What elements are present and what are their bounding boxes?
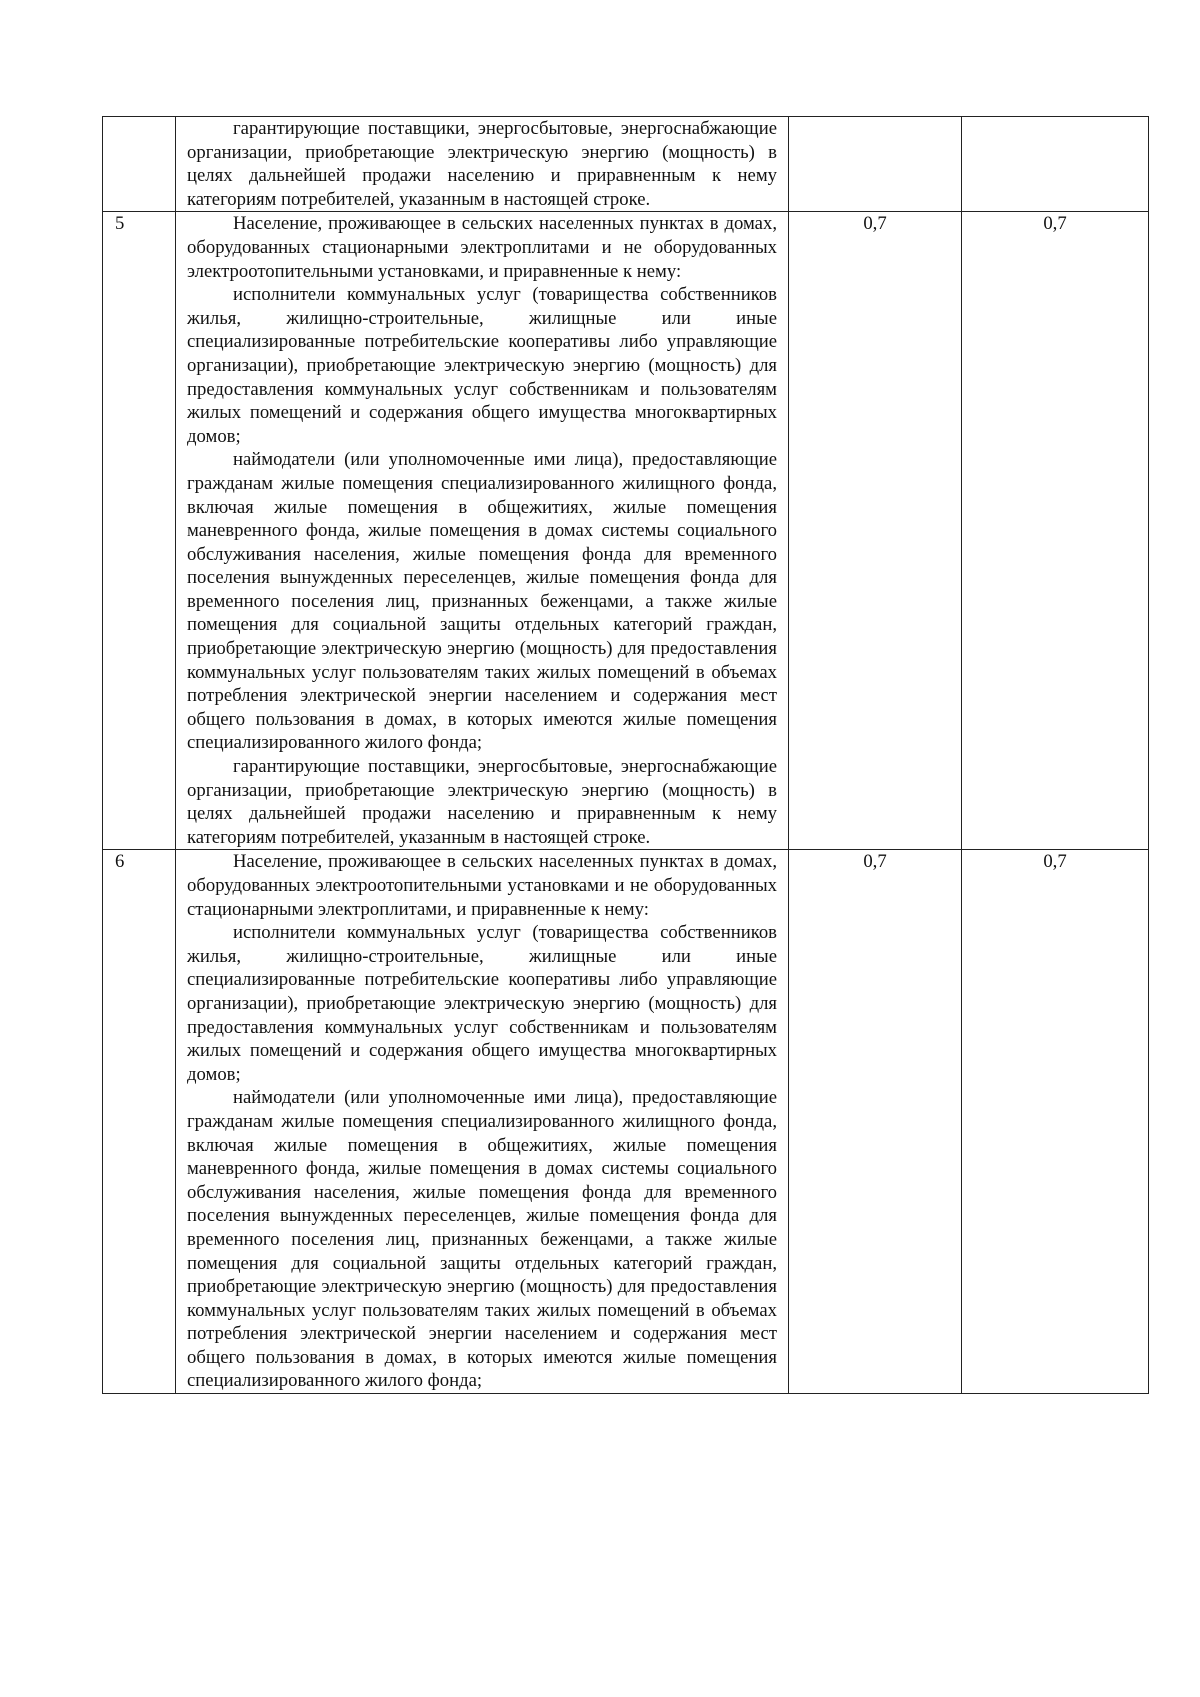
paragraph: гарантирующие поставщики, энергосбытовые, энергоснабжающие организации, приобретающие электрическую энергию (мощность) в целях дальнейшей продажи населению и приравненным к нему категориям потребителей, указанным в настоящей строке. (187, 118, 777, 210)
paragraph: Население, проживающее в сельских населенных пунктах в домах, оборудованных стационарными электроплитами и не оборудованных электроотопительными установками, и приравненные к нему: (187, 213, 777, 282)
value-cell (962, 850, 1149, 1394)
description-cell (176, 850, 789, 1394)
paragraph: Население, проживающее в сельских населенных пунктах в домах, оборудованных электроотопительными установками и не оборудованных стационарными электроплитами, и приравненные к нему: (187, 851, 777, 920)
paragraph: исполнители коммунальных услуг (товарищества собственников жилья, жилищно-строительные, жилищные или иные специализированные потребительские кооперативы либо управляющие организации), приобретающие электрическую энергию (мощность) для предоставления коммунальных услуг собственникам и пользователям жилых помещений и содержания общего имущества многоквартирных домов; (187, 284, 777, 447)
row-number-cell (103, 212, 176, 850)
row-number: 5 (115, 213, 125, 235)
value-cell (789, 117, 962, 212)
paragraph: гарантирующие поставщики, энергосбытовые, энергоснабжающие организации, приобретающие электрическую энергию (мощность) в целях дальнейшей продажи населению и приравненным к нему категориям потребителей, указанным в настоящей строке. (187, 756, 777, 848)
value-cell (962, 212, 1149, 850)
paragraph: исполнители коммунальных услуг (товарищества собственников жилья, жилищно-строительные, жилищные или иные специализированные потребительские кооперативы либо управляющие организации), приобретающие электрическую энергию (мощность) для предоставления коммунальных услуг собственникам и пользователям жилых помещений и содержания общего имущества многоквартирных домов; (187, 922, 777, 1085)
value-cell (962, 117, 1149, 212)
paragraph: наймодатели (или уполномоченные ими лица), предоставляющие гражданам жилые помещения специализированного жилищного фонда, включая жилые помещения в общежитиях, жилые помещения маневренного фонда, жилые помещения в домах системы социального обслуживания населения, жилые помещения фонда для временного поселения вынужденных переселенцев, жилые помещения фонда для временного поселения лиц, признанных беженцами, а также жилые помещения для социальной защиты отдельных категорий граждан, приобретающие электрическую энергию (мощность) для предоставления коммунальных услуг пользователям таких жилых помещений в объемах потребления электрической энергии населением и содержания мест общего пользования в домах, в которых имеются жилые помещения специализированного жилого фонда; (187, 449, 777, 754)
value-2: 0,7 (1043, 213, 1067, 235)
value-cell (789, 850, 962, 1394)
row-number: 6 (115, 851, 125, 873)
description-cell (176, 212, 789, 850)
value-cell (789, 212, 962, 850)
value-1: 0,7 (863, 851, 887, 873)
description-cell (176, 117, 789, 212)
value-2: 0,7 (1043, 851, 1067, 873)
table-row (103, 850, 1149, 1394)
tariff-table (102, 116, 1149, 1394)
paragraph: наймодатели (или уполномоченные ими лица), предоставляющие гражданам жилые помещения специализированного жилищного фонда, включая жилые помещения в общежитиях, жилые помещения маневренного фонда, жилые помещения в домах системы социального обслуживания населения, жилые помещения фонда для временного поселения вынужденных переселенцев, жилые помещения фонда для временного поселения лиц, признанных беженцами, а также жилые помещения для социальной защиты отдельных категорий граждан, приобретающие электрическую энергию (мощность) для предоставления коммунальных услуг пользователям таких жилых помещений в объемах потребления электрической энергии населением и содержания мест общего пользования в домах, в которых имеются жилые помещения специализированного жилого фонда; (187, 1087, 777, 1392)
table-row (103, 117, 1149, 212)
table-row (103, 212, 1149, 850)
row-number-cell (103, 117, 176, 212)
row-number-cell (103, 850, 176, 1394)
value-1: 0,7 (863, 213, 887, 235)
